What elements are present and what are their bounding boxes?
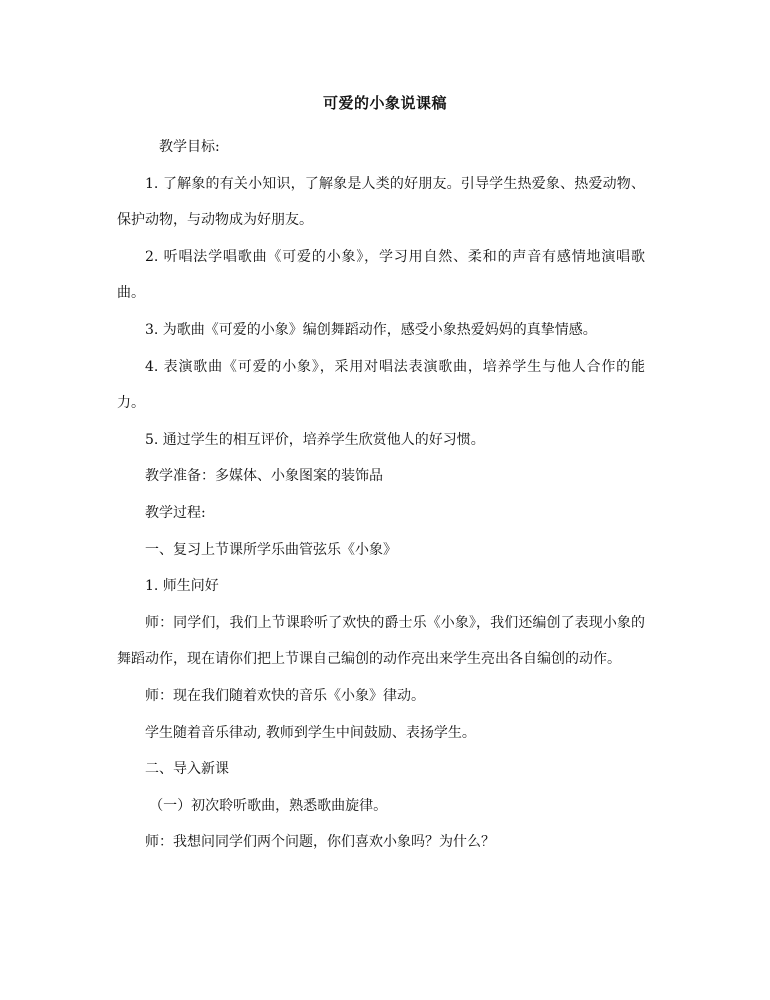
paragraph-goal-2: 2. 听唱法学唱歌曲《可爱的小象》，学习用自然、柔和的声音有感情地演唱歌曲。 <box>117 248 645 302</box>
paragraph-goal-3: 3. 为歌曲《可爱的小象》编创舞蹈动作，感受小象热爱妈妈的真挚情感。 <box>145 321 597 338</box>
paragraph-teacher-review: 师：同学们，我们上节课聆听了欢快的爵士乐《小象》，我们还编创了表现小象的舞蹈动作，现在请你们把上节课自己编创的动作亮出来学生亮出各自编创的动作。 <box>117 614 645 668</box>
paragraph-goal-5: 5. 通过学生的相互评价，培养学生欣赏他人的好习惯。 <box>145 431 485 448</box>
paragraph-teaching-process-label: 教学过程: <box>145 504 206 521</box>
paragraph-section-2-heading: 二、导入新课 <box>145 761 229 778</box>
paragraph-teacher-question: 师：我想问同学们两个问题，你们喜欢小象吗？为什么？ <box>145 834 495 851</box>
document-title: 可爱的小象说课稿 <box>322 94 447 112</box>
paragraph-teacher-rhythm: 师：现在我们随着欢快的音乐《小象》律动。 <box>145 687 425 704</box>
paragraph-teaching-preparation: 教学准备：多媒体、小象图案的装饰品 <box>145 468 383 485</box>
paragraph-students-rhythm: 学生随着音乐律动, 教师到学生中间鼓励、表扬学生。 <box>145 724 476 741</box>
document-body <box>117 129 645 861</box>
paragraph-goal-1: 1. 了解象的有关小知识，了解象是人类的好朋友。引导学生热爱象、热爱动物、保护动物，与动物成为好朋友。 <box>117 175 645 229</box>
paragraph-greeting: 1. 师生问好 <box>145 578 219 595</box>
paragraph-goal-4: 4. 表演歌曲《可爱的小象》，采用对唱法表演歌曲，培养学生与他人合作的能力。 <box>117 358 645 412</box>
paragraph-section-1-heading: 一、复习上节课所学乐曲管弦乐《小象》 <box>145 541 397 558</box>
paragraph-teaching-goals-label: 教学目标: <box>159 139 220 155</box>
paragraph-subsection-1: （一）初次聆听歌曲，熟悉歌曲旋律。 <box>149 797 388 814</box>
